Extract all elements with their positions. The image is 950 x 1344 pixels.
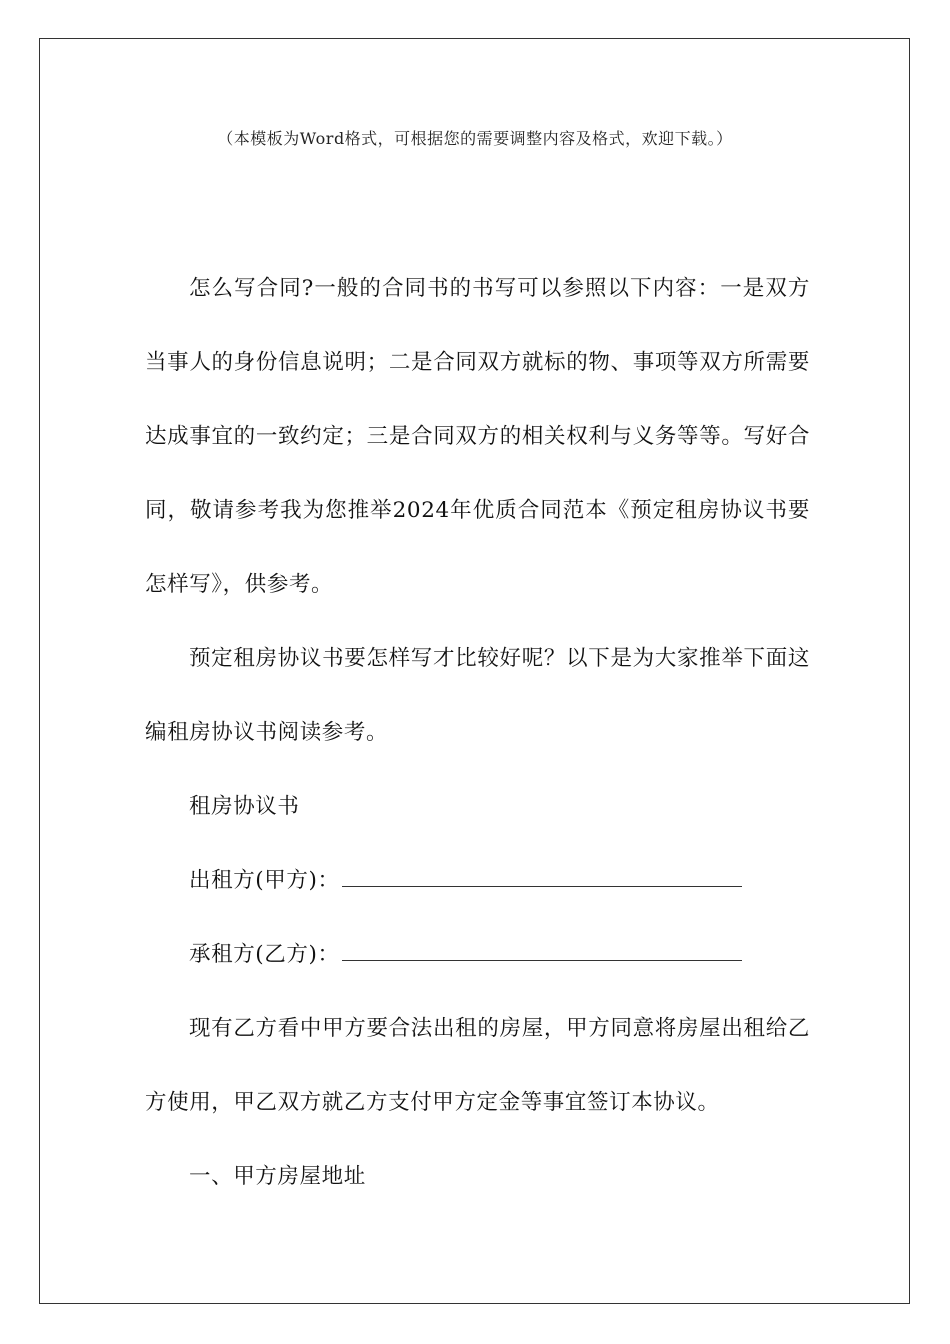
lead-paragraph: 预定租房协议书要怎样写才比较好呢？以下是为大家推举下面这编租房协议书阅读参考。 xyxy=(145,646,810,745)
lessee-label: 承租方(乙方)： xyxy=(189,942,340,967)
lessor-line xyxy=(145,844,810,918)
agreement-paragraph: 现有乙方看中甲方要合法出租的房屋，甲方同意将房屋出租给乙方使用，甲乙双方就乙方支付甲方定金等事宜签订本协议。 xyxy=(145,1016,810,1115)
lessor-label: 出租方(甲方)： xyxy=(189,868,340,893)
section-1-heading: 一、甲方房屋地址 xyxy=(189,1164,366,1189)
lessee-line xyxy=(145,918,810,992)
lessor-blank xyxy=(342,866,742,887)
template-note: （本模板为Word格式，可根据您的需要调整内容及格式，欢迎下载。） xyxy=(217,129,733,148)
document-body xyxy=(145,252,810,1214)
agreement-title: 租房协议书 xyxy=(189,794,300,819)
lessee-blank xyxy=(342,940,742,961)
intro-paragraph: 怎么写合同?一般的合同书的书写可以参照以下内容：一是双方当事人的身份信息说明；二是合同双方就标的物、事项等双方所需要达成事宜的一致约定；三是合同双方的相关权利与义务等等。写好合同，敬请参考我为您推举2024年优质合同范本《预定租房协议书要怎样写》，供参考。 xyxy=(145,276,810,597)
